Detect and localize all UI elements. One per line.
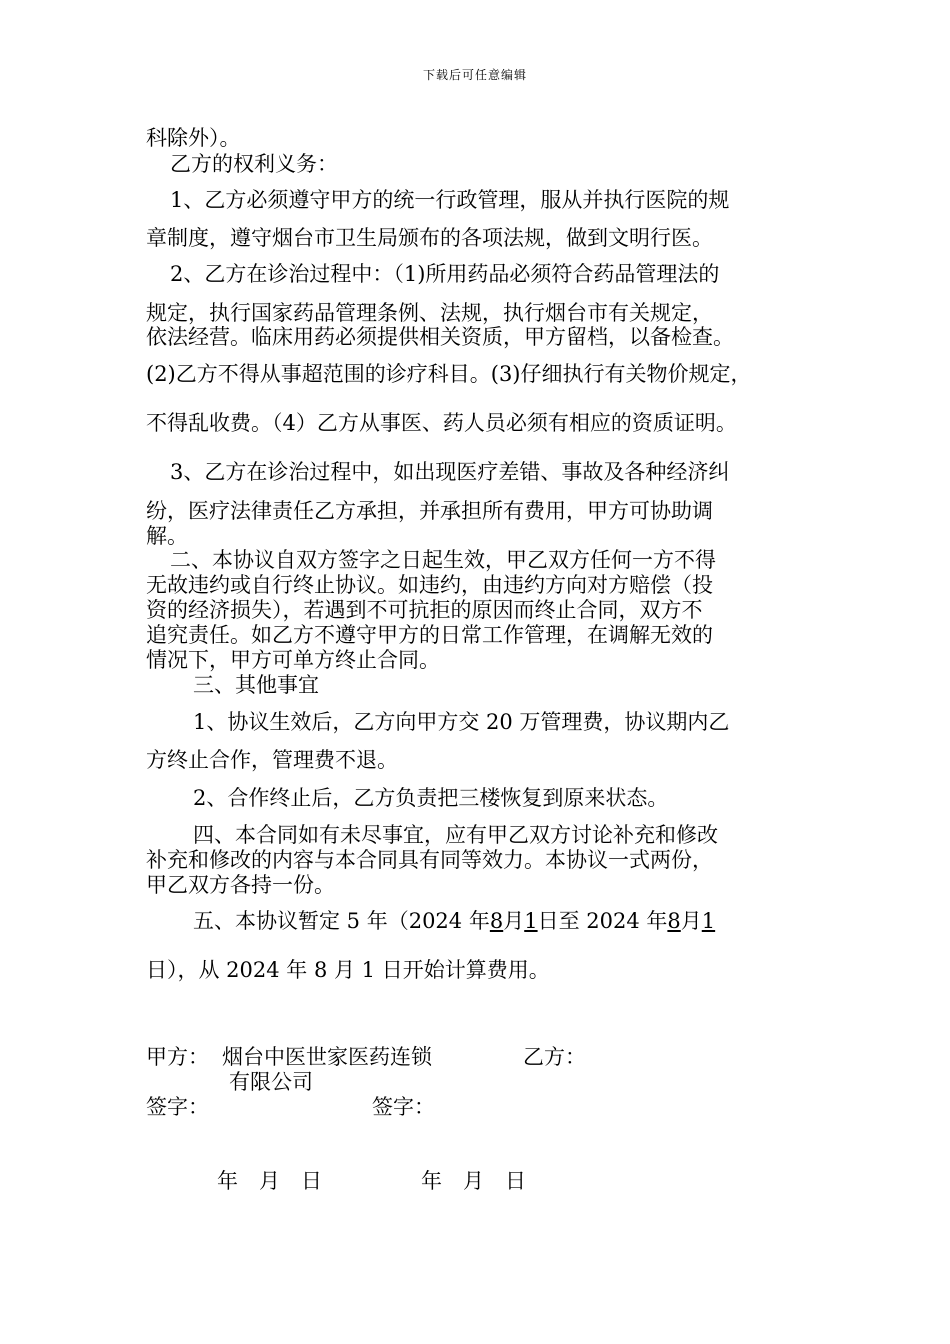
party-a-name: 烟台中医世家医药连锁 — [222, 1045, 432, 1069]
body-line: 情况下，甲方可单方终止合同。 — [146, 648, 440, 672]
party-b-date: 年 月 日 — [421, 1169, 526, 1193]
body-line: 不得乱收费。（4）乙方从事医、药人员必须有相应的资质证明。 — [146, 411, 737, 435]
body-line: 方终止合作，管理费不退。 — [146, 748, 398, 772]
party-a-label: 甲方： — [146, 1045, 209, 1069]
body-line: 依法经营。临床用药必须提供相关资质，甲方留档，以备检查。 — [146, 325, 734, 349]
party-a-signature-label: 签字： — [146, 1095, 209, 1119]
party-b-label: 乙方： — [523, 1045, 586, 1069]
body-line: 科除外）。 — [146, 126, 241, 150]
body-line: 乙方的权利义务： — [170, 152, 338, 176]
body-line: 四、本合同如有未尽事宜，应有甲乙双方讨论补充和修改 — [193, 823, 718, 847]
body-line: 三、其他事宜 — [193, 673, 319, 697]
body-line: 二、本协议自双方签字之日起生效，甲乙双方任何一方不得 — [170, 548, 716, 572]
party-b-signature-label: 签字： — [372, 1095, 435, 1119]
body-line: 1、协议生效后，乙方向甲方交 20 万管理费，协议期内乙 — [193, 710, 730, 734]
term-month-start: 8 — [489, 909, 504, 933]
body-line: 规定，执行国家药品管理条例、法规，执行烟台市有关规定， — [146, 301, 713, 325]
body-line: 章制度，遵守烟台市卫生局颁布的各项法规，做到文明行医。 — [146, 226, 713, 250]
body-line: 追究责任。如乙方不遵守甲方的日常工作管理，在调解无效的 — [146, 623, 713, 647]
term-line — [193, 909, 715, 933]
body-line: 补充和修改的内容与本合同具有同等效力。本协议一式两份， — [146, 848, 713, 872]
term-text: 日至 2024 年 — [537, 909, 668, 933]
term-day-end: 1 — [701, 909, 716, 933]
party-a-date: 年 月 日 — [217, 1169, 322, 1193]
body-line: 纷，医疗法律责任乙方承担，并承担所有费用，甲方可协助调 — [146, 499, 713, 523]
term-line-2: 日），从 2024 年 8 月 1 日开始计算费用。 — [146, 958, 550, 982]
term-text: 月 — [680, 909, 702, 933]
body-line: 甲乙双方各持一份。 — [146, 873, 335, 897]
party-a-name-2: 有限公司 — [229, 1070, 313, 1094]
term-day-start: 1 — [524, 909, 538, 933]
term-text: 月 — [503, 909, 525, 933]
body-line: 2、合作终止后，乙方负责把三楼恢复到原来状态。 — [193, 786, 669, 810]
body-line: 2、乙方在诊治过程中：（1)所用药品必须符合药品管理法的 — [170, 262, 720, 286]
term-text: 五、本协议暂定 5 年（2024 年 — [193, 909, 490, 933]
body-line: 解。 — [146, 524, 188, 548]
body-line: 资的经济损失），若遇到不可抗拒的原因而终止合同，双方不 — [146, 598, 703, 622]
body-line: 1、乙方必须遵守甲方的统一行政管理，服从并执行医院的规 — [170, 188, 730, 212]
term-month-end: 8 — [667, 909, 681, 933]
body-line: 无故违约或自行终止协议。如违约，由违约方向对方赔偿（投 — [146, 573, 713, 597]
page-header: 下载后可任意编辑 — [422, 68, 527, 82]
body-line: 3、乙方在诊治过程中，如出现医疗差错、事故及各种经济纠 — [170, 460, 730, 484]
body-line: (2)乙方不得从事超范围的诊疗科目。(3)仔细执行有关物价规定， — [146, 362, 752, 386]
